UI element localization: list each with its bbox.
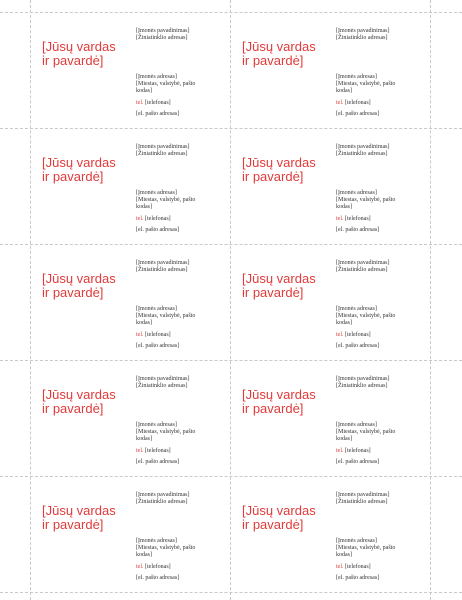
card-company-address: [Įmonės adresas] [336,538,377,544]
cut-guide-horizontal [0,592,462,593]
card-company-name: [Įmonės pavadinimas] [136,260,190,266]
card-phone [136,100,228,107]
card-name: [Jūsų vardas ir pavardė] [42,271,116,300]
card-phone-label: tel. [136,332,144,338]
business-card [30,12,230,128]
card-address-block [336,538,400,559]
card-phone-value: [telefonas] [345,564,371,570]
card-phone [136,564,228,571]
card-phone-label: tel. [336,332,344,338]
business-card [230,476,430,592]
card-website: [Žiniatinklio adresas] [336,151,388,157]
card-phone-value: [telefonas] [145,564,171,570]
card-phone-value: [telefonas] [345,448,371,454]
card-company-address: [Įmonės adresas] [336,74,377,80]
card-phone-label: tel. [336,448,344,454]
card-name: [Jūsų vardas ir pavardė] [242,39,316,68]
card-company-name: [Įmonės pavadinimas] [136,376,190,382]
card-company-address: [Įmonės adresas] [336,422,377,428]
card-website: [Žiniatinklio adresas] [136,151,188,157]
card-phone [336,564,428,571]
card-website: [Žiniatinklio adresas] [136,267,188,273]
card-company-address: [Įmonės adresas] [136,190,177,196]
card-company-block [336,144,428,158]
card-phone [136,448,228,455]
card-company-address: [Įmonės adresas] [136,306,177,312]
card-phone [136,216,228,223]
card-email: [el. pašto adresas] [336,459,380,465]
card-email: [el. pašto adresas] [136,343,180,349]
card-phone-label: tel. [336,216,344,222]
card-phone-value: [telefonas] [145,100,171,106]
card-website: [Žiniatinklio adresas] [336,383,388,389]
card-phone-value: [telefonas] [345,100,371,106]
card-phone-label: tel. [136,100,144,106]
card-company-block [336,376,428,390]
card-company-block [136,376,228,390]
card-address-block [136,306,200,327]
card-phone-value: [telefonas] [345,332,371,338]
card-phone-value: [telefonas] [145,332,171,338]
card-company-address: [Įmonės adresas] [136,74,177,80]
card-company-block [136,144,228,158]
card-address-block [336,422,400,443]
card-address-block [136,422,200,443]
card-name: [Jūsų vardas ir pavardė] [42,155,116,184]
card-website: [Žiniatinklio adresas] [336,35,388,41]
card-email: [el. pašto adresas] [336,111,380,117]
card-website: [Žiniatinklio adresas] [136,35,188,41]
card-company-address: [Įmonės adresas] [136,538,177,544]
card-phone-value: [telefonas] [145,216,171,222]
card-company-block [136,260,228,274]
card-phone [336,100,428,107]
card-address-block [136,74,200,95]
card-company-address: [Įmonės adresas] [336,306,377,312]
card-phone-label: tel. [336,564,344,570]
card-company-block [336,492,428,506]
card-company-block [136,28,228,42]
card-city-state-zip: [Miestas, valstybė, pašto kodas] [136,429,196,442]
business-card [230,360,430,476]
card-address-block [336,306,400,327]
card-company-address: [Įmonės adresas] [136,422,177,428]
card-company-block [336,260,428,274]
card-phone [336,448,428,455]
card-phone [136,332,228,339]
card-phone-label: tel. [136,564,144,570]
card-city-state-zip: [Miestas, valstybė, pašto kodas] [136,197,196,210]
card-email: [el. pašto adresas] [136,459,180,465]
card-company-block [136,492,228,506]
business-card [30,360,230,476]
card-name: [Jūsų vardas ir pavardė] [242,271,316,300]
card-phone [336,332,428,339]
card-city-state-zip: [Miestas, valstybė, pašto kodas] [336,545,396,558]
card-city-state-zip: [Miestas, valstybė, pašto kodas] [136,313,196,326]
card-address-block [136,190,200,211]
card-city-state-zip: [Miestas, valstybė, pašto kodas] [336,313,396,326]
card-company-name: [Įmonės pavadinimas] [136,492,190,498]
card-city-state-zip: [Miestas, valstybė, pašto kodas] [136,545,196,558]
card-phone-label: tel. [136,448,144,454]
card-name: [Jūsų vardas ir pavardė] [42,387,116,416]
business-card [230,12,430,128]
card-city-state-zip: [Miestas, valstybė, pašto kodas] [136,81,196,94]
card-phone-value: [telefonas] [145,448,171,454]
business-card [30,128,230,244]
card-company-name: [Įmonės pavadinimas] [336,260,390,266]
card-name: [Jūsų vardas ir pavardė] [242,155,316,184]
card-name: [Jūsų vardas ir pavardė] [42,503,116,532]
card-company-block [336,28,428,42]
card-website: [Žiniatinklio adresas] [336,267,388,273]
card-name: [Jūsų vardas ir pavardė] [242,387,316,416]
card-company-name: [Įmonės pavadinimas] [136,28,190,34]
business-card [230,128,430,244]
business-card [30,244,230,360]
card-email: [el. pašto adresas] [136,575,180,581]
card-website: [Žiniatinklio adresas] [136,499,188,505]
card-address-block [136,538,200,559]
card-company-name: [Įmonės pavadinimas] [136,144,190,150]
card-name: [Jūsų vardas ir pavardė] [42,39,116,68]
card-email: [el. pašto adresas] [136,227,180,233]
card-company-name: [Įmonės pavadinimas] [336,492,390,498]
card-phone-label: tel. [136,216,144,222]
card-city-state-zip: [Miestas, valstybė, pašto kodas] [336,197,396,210]
card-address-block [336,190,400,211]
card-website: [Žiniatinklio adresas] [136,383,188,389]
card-email: [el. pašto adresas] [336,227,380,233]
card-company-name: [Įmonės pavadinimas] [336,28,390,34]
card-email: [el. pašto adresas] [336,343,380,349]
card-company-address: [Įmonės adresas] [336,190,377,196]
card-email: [el. pašto adresas] [336,575,380,581]
card-company-name: [Įmonės pavadinimas] [336,376,390,382]
business-card [230,244,430,360]
business-card [30,476,230,592]
card-company-name: [Įmonės pavadinimas] [336,144,390,150]
card-city-state-zip: [Miestas, valstybė, pašto kodas] [336,429,396,442]
card-email: [el. pašto adresas] [136,111,180,117]
card-phone-label: tel. [336,100,344,106]
card-phone [336,216,428,223]
card-name: [Jūsų vardas ir pavardė] [242,503,316,532]
card-address-block [336,74,400,95]
cut-guide-vertical [430,0,431,600]
card-website: [Žiniatinklio adresas] [336,499,388,505]
card-phone-value: [telefonas] [345,216,371,222]
card-city-state-zip: [Miestas, valstybė, pašto kodas] [336,81,396,94]
